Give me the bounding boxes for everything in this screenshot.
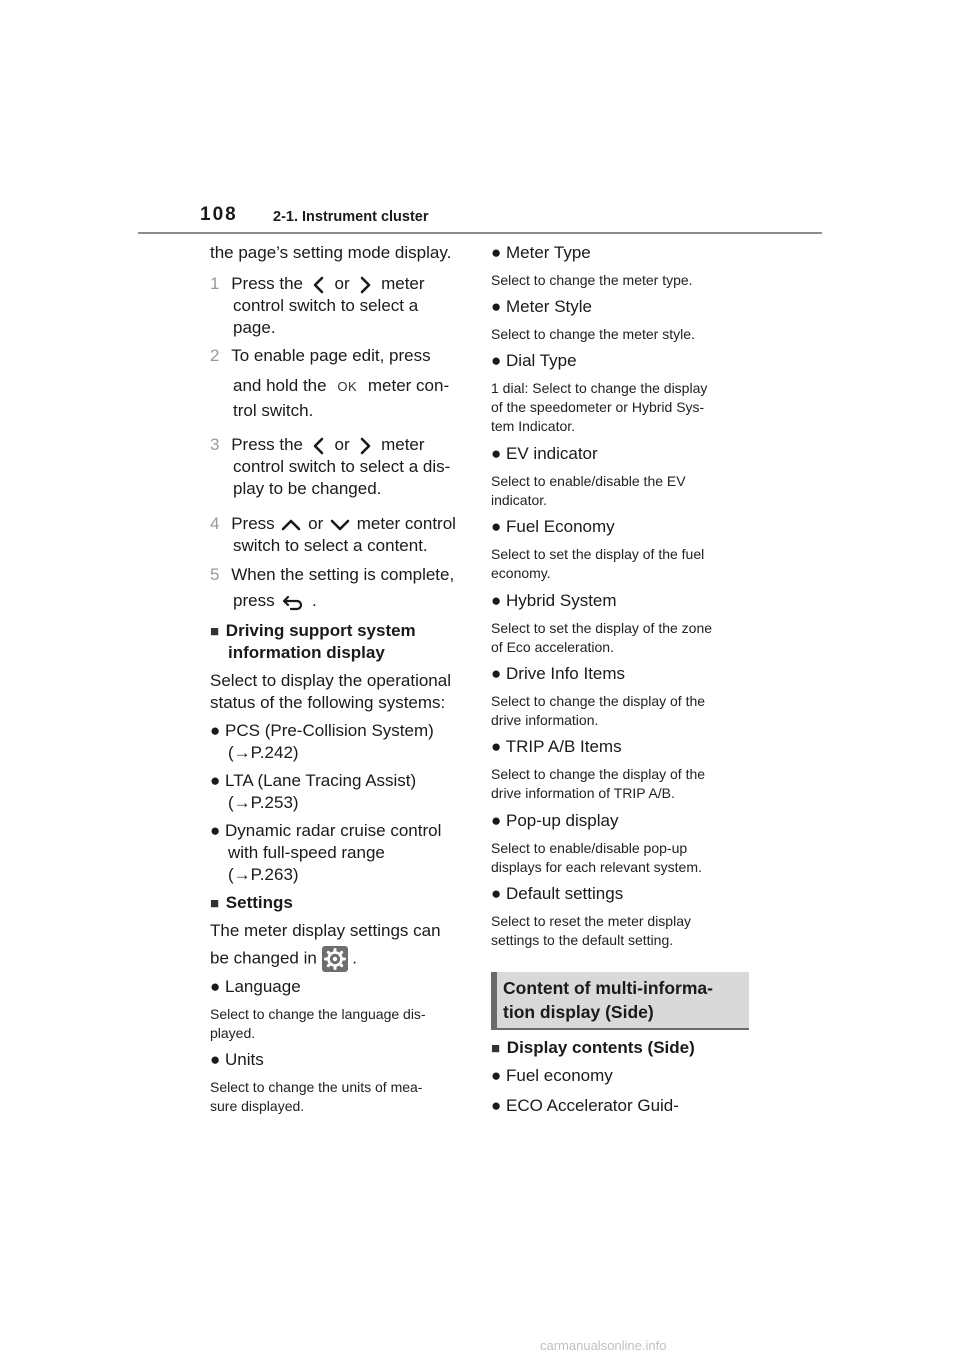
bullet-icon: ● bbox=[491, 591, 502, 610]
step-number: 1 bbox=[210, 274, 220, 293]
item-title: EV indicator bbox=[506, 444, 598, 463]
item-desc: displays for each relevant system. bbox=[491, 859, 702, 875]
item-desc: indicator. bbox=[491, 492, 548, 508]
item-text: LTA (Lane Tracing Assist) bbox=[225, 771, 417, 790]
heading-text: Driving support system bbox=[225, 621, 416, 640]
step-2-line-3: trol switch. bbox=[233, 401, 314, 420]
heading-text: Settings bbox=[225, 893, 293, 912]
bullet-icon: ● bbox=[210, 821, 221, 840]
step-1-line-2: control switch to select a bbox=[233, 296, 419, 315]
chevron-right-icon bbox=[354, 275, 376, 295]
bullet-icon: ● bbox=[210, 1050, 221, 1069]
item-desc: Select to set the display of the fuel bbox=[491, 546, 705, 562]
chevron-up-icon bbox=[279, 516, 303, 534]
step-3 bbox=[210, 434, 425, 456]
units-desc-1: Select to change the units of mea- bbox=[210, 1079, 423, 1095]
item-desc: economy. bbox=[491, 565, 551, 581]
settings-heading bbox=[210, 892, 293, 915]
step-4 bbox=[210, 513, 456, 535]
step-text: meter control bbox=[356, 514, 456, 533]
step-text: Press the bbox=[231, 274, 304, 293]
item-desc: settings to the default setting. bbox=[491, 932, 674, 948]
side-item-eco-accelerator bbox=[491, 1095, 679, 1117]
item-title: Drive Info Items bbox=[506, 664, 626, 683]
step-text: meter con- bbox=[367, 376, 450, 395]
item-desc: Select to change the meter style. bbox=[491, 326, 695, 342]
item-fuel-economy bbox=[491, 516, 615, 538]
item-title: Hybrid System bbox=[506, 591, 617, 610]
side-item-fuel-economy bbox=[491, 1065, 613, 1087]
item-desc: Select to change the meter type. bbox=[491, 272, 693, 288]
item-text: Units bbox=[225, 1050, 264, 1069]
dsi-item-pcs bbox=[210, 720, 434, 742]
item-title: Fuel Economy bbox=[506, 517, 615, 536]
item-title: Pop-up display bbox=[506, 811, 619, 830]
intro-text: the page’s setting mode display. bbox=[210, 243, 452, 262]
step-3-line-3: play to be changed. bbox=[233, 479, 382, 498]
dsi-heading bbox=[210, 620, 416, 643]
bullet-icon: ● bbox=[491, 737, 502, 756]
item-desc: of Eco acceleration. bbox=[491, 639, 614, 655]
item-title: Meter Style bbox=[506, 297, 592, 316]
bullet-icon: ● bbox=[491, 444, 502, 463]
gear-icon bbox=[322, 946, 348, 972]
item-text: Language bbox=[225, 977, 301, 996]
step-4-line-2: switch to select a content. bbox=[233, 536, 428, 555]
step-5 bbox=[210, 564, 454, 586]
item-meter-style bbox=[491, 296, 592, 318]
item-text: Dynamic radar cruise control bbox=[225, 821, 442, 840]
item-meter-type bbox=[491, 242, 591, 264]
item-default-settings bbox=[491, 883, 623, 905]
language-desc-1: Select to change the language dis- bbox=[210, 1006, 426, 1022]
dsi-ref-drcc[interactable]: (→P.263) bbox=[228, 865, 299, 884]
chevron-right-icon bbox=[354, 436, 376, 456]
item-popup-display bbox=[491, 810, 618, 832]
dsi-ref-lta[interactable]: (→P.253) bbox=[228, 793, 299, 812]
bullet-icon: ● bbox=[210, 721, 221, 740]
bullet-icon: ● bbox=[491, 297, 502, 316]
bullet-icon: ● bbox=[491, 351, 502, 370]
section-box-title-2: tion display (Side) bbox=[503, 1002, 654, 1022]
bullet-icon: ● bbox=[491, 243, 502, 262]
square-bullet-icon: ■ bbox=[210, 895, 220, 912]
item-desc: Select to change the display of the bbox=[491, 693, 706, 709]
step-text: meter bbox=[381, 274, 425, 293]
units-title bbox=[210, 1049, 264, 1071]
step-1 bbox=[210, 273, 425, 295]
step-text: Press the bbox=[231, 435, 304, 454]
step-text: or bbox=[334, 435, 350, 454]
settings-text-1: The meter display settings can bbox=[210, 921, 441, 940]
step-text: . bbox=[312, 591, 317, 610]
dsi-text-2: status of the following systems: bbox=[210, 693, 446, 712]
bullet-icon: ● bbox=[210, 977, 221, 996]
item-text: ECO Accelerator Guid- bbox=[506, 1096, 679, 1115]
dsi-item-drcc bbox=[210, 820, 441, 842]
heading-text: Display contents (Side) bbox=[506, 1038, 695, 1057]
item-desc: Select to enable/disable the EV bbox=[491, 473, 686, 489]
section-title: 2-1. Instrument cluster bbox=[273, 209, 429, 225]
settings-text: be changed in bbox=[210, 948, 317, 968]
item-ev-indicator bbox=[491, 443, 598, 465]
item-desc: drive information. bbox=[491, 712, 599, 728]
dsi-text-1: Select to display the operational bbox=[210, 671, 451, 690]
page-number: 108 bbox=[200, 204, 238, 225]
item-desc: tem Indicator. bbox=[491, 418, 576, 434]
chevron-left-icon bbox=[308, 275, 330, 295]
square-bullet-icon: ■ bbox=[491, 1040, 501, 1057]
item-desc: Select to change the display of the bbox=[491, 766, 706, 782]
item-desc: 1 dial: Select to change the display bbox=[491, 380, 708, 396]
step-number: 4 bbox=[210, 514, 220, 533]
bullet-icon: ● bbox=[491, 1066, 502, 1085]
item-title: Dial Type bbox=[506, 351, 577, 370]
units-desc-2: sure displayed. bbox=[210, 1098, 305, 1114]
step-text: and hold the bbox=[233, 376, 327, 395]
step-1-line-3: page. bbox=[233, 318, 276, 337]
step-text: press bbox=[233, 591, 275, 610]
step-text: Press bbox=[231, 514, 275, 533]
bullet-icon: ● bbox=[491, 664, 502, 683]
item-dial-type bbox=[491, 350, 577, 372]
section-box-title-1: Content of multi-informa- bbox=[503, 978, 713, 998]
bullet-icon: ● bbox=[491, 1096, 502, 1115]
chevron-down-icon bbox=[328, 516, 352, 534]
item-drive-info bbox=[491, 663, 625, 685]
section-box bbox=[491, 972, 749, 1030]
dsi-item-drcc-line-2: with full-speed range bbox=[228, 843, 385, 862]
settings-text-2 bbox=[210, 946, 357, 972]
step-text: or bbox=[308, 514, 324, 533]
header-rule bbox=[138, 232, 822, 234]
dsi-item-lta bbox=[210, 770, 416, 792]
bullet-icon: ● bbox=[210, 771, 221, 790]
dsi-ref-pcs[interactable]: (→P.242) bbox=[228, 743, 299, 762]
item-desc: Select to enable/disable pop-up bbox=[491, 840, 688, 856]
item-title: Default settings bbox=[506, 884, 624, 903]
step-5-line-2 bbox=[233, 590, 317, 612]
bullet-icon: ● bbox=[491, 884, 502, 903]
square-bullet-icon: ■ bbox=[210, 623, 220, 640]
ok-icon: OK bbox=[337, 379, 358, 394]
back-arrow-icon bbox=[279, 592, 307, 612]
language-title bbox=[210, 976, 301, 998]
item-text: PCS (Pre-Collision System) bbox=[225, 721, 434, 740]
item-title: TRIP A/B Items bbox=[505, 737, 622, 756]
settings-text: . bbox=[352, 948, 358, 968]
step-text: When the setting is complete, bbox=[231, 565, 455, 584]
item-trip-ab bbox=[491, 736, 622, 758]
step-text: meter bbox=[381, 435, 425, 454]
language-desc-2: played. bbox=[210, 1025, 256, 1041]
item-desc: Select to set the display of the zone bbox=[491, 620, 713, 636]
item-text: Fuel economy bbox=[506, 1066, 613, 1085]
bullet-icon: ● bbox=[491, 811, 502, 830]
side-heading bbox=[491, 1037, 695, 1060]
step-number: 2 bbox=[210, 346, 220, 365]
step-2-line-2 bbox=[233, 375, 449, 398]
bullet-icon: ● bbox=[491, 517, 502, 536]
item-hybrid-system bbox=[491, 590, 617, 612]
item-desc: Select to reset the meter display bbox=[491, 913, 691, 929]
item-desc: drive information of TRIP A/B. bbox=[491, 785, 675, 801]
item-desc: of the speedometer or Hybrid Sys- bbox=[491, 399, 705, 415]
footer-watermark[interactable]: carmanualsonline.info bbox=[540, 1338, 667, 1353]
step-2 bbox=[210, 345, 431, 367]
chevron-left-icon bbox=[308, 436, 330, 456]
item-title: Meter Type bbox=[506, 243, 591, 262]
step-text: or bbox=[334, 274, 350, 293]
step-text: To enable page edit, press bbox=[231, 346, 431, 365]
step-number: 5 bbox=[210, 565, 220, 584]
step-3-line-2: control switch to select a dis- bbox=[233, 457, 451, 476]
step-number: 3 bbox=[210, 435, 220, 454]
dsi-heading-line-2: information display bbox=[228, 643, 385, 662]
